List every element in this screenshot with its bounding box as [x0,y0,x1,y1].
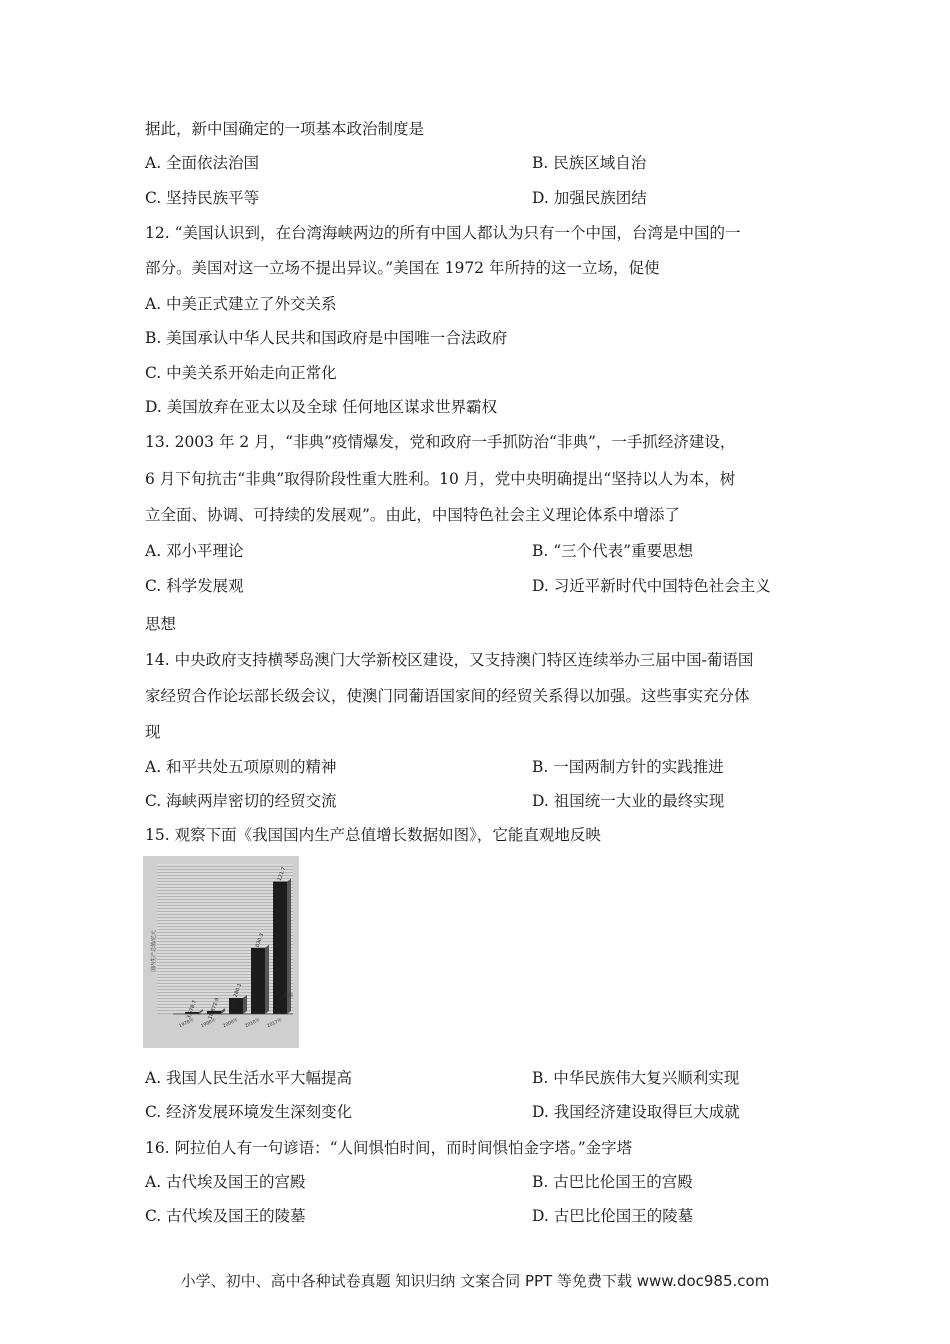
q11-option-c: C. 坚持民族平等 [145,189,260,207]
chart-legend-label: 数值 [282,993,293,999]
chart-tick-label-1: 1990年 [200,1017,218,1030]
q12-option-b: B. 美国承认中华人民共和国政府是中国唯一合法政府 [145,329,508,347]
q16-option-b: B. 古巴比伦国王的宫殿 [532,1173,693,1191]
q11-option-a: A. 全面依法治国 [145,154,260,172]
chart-data-label-2: 100,280.1 [228,982,244,1009]
q14-option-d: D. 祖国统一大业的最终实现 [532,792,725,810]
chart-tick-label-0: 1978年 [178,1017,196,1030]
q14-option-b: B. 一国两制方针的实践推进 [532,758,724,776]
q12-option-c: C. 中美关系开始走向正常化 [145,364,337,382]
q14-option-a: A. 和平共处五项原则的精神 [145,758,337,776]
q15-stem: 15. 观察下面《我国国内生产总值增长数据如图》，它能直观地反映 [145,826,601,844]
chart-tick-label-3: 2010年 [244,1017,262,1030]
q14-stem-line1: 14. 中央政府支持横琴岛澳门大学新校区建设，又支持澳门特区连续举办三届中国-葡语国 [145,651,754,669]
q12-option-a: A. 中美正式建立了外交关系 [145,295,337,313]
q13-stem-line2: 6 月下旬抗击“非典”取得阶段性重大胜利。10 月，党中央明确提出“坚持以人为本，树 [145,470,736,488]
q14-option-c: C. 海峡两岸密切的经贸交流 [145,792,337,810]
q13-stem-line1: 13. 2003 年 2 月，“非典”疫情爆发，党和政府一手抓防治“非典”，一手抓经济建设， [145,433,736,451]
q13-option-c: C. 科学发展观 [145,577,244,595]
q14-stem-line3: 现 [145,723,161,741]
chart-bar-side-2 [243,995,247,1014]
chart-data-label-4: 827,121.7 [272,866,288,893]
chart-tick-label-4: 2017年 [266,1017,284,1030]
q16-stem: 16. 阿拉伯人有一句谚语：“人间惧怕时间，而时间惧怕金字塔。”金字塔 [145,1139,633,1157]
q15-option-a: A. 我国人民生活水平大幅提高 [145,1069,353,1087]
q16-option-d: D. 古巴比伦国王的陵墓 [532,1207,694,1225]
chart-y-axis-label: 国内生产总值/亿元 [151,930,157,972]
q11-option-d: D. 加强民族团结 [532,189,647,207]
q14-stem-line2: 家经贸合作论坛部长级会议，使澳门同葡语国家间的经贸关系得以加强。这些事实充分体 [145,687,750,705]
q13-option-d: D. 习近平新时代中国特色社会主义 [532,577,771,595]
q11-option-b: B. 民族区域自治 [532,154,647,172]
chart-data-label-1: 18,872.9 [207,997,221,1021]
page-footer: 小学、初中、高中各种试卷真题 知识归纳 文案合同 PPT 等免费下载 www.doc985.com [180,1272,770,1290]
q16-option-c: C. 古代埃及国王的陵墓 [145,1207,306,1225]
chart-gridlines [157,864,293,1014]
q13-stem-line3: 立全面、协调、可持续的发展观”。由此，中国特色社会主义理论体系中增添了 [145,506,680,524]
chart-tick-label-2: 2000年 [222,1017,240,1030]
q12-stem-line2: 部分。美国对这一立场不提出异议。”美国在 1972 年所持的这一立场，促使 [145,259,660,277]
q13-option-d-wrap: 思想 [145,615,177,633]
chart-bar-side-3 [265,945,269,1014]
chart-data-label-0: 3,678.7 [185,999,199,1020]
q13-option-a: A. 邓小平理论 [145,542,244,560]
q11-stem: 据此，新中国确定的一项基本政治制度是 [145,120,425,138]
gdp-chart-svg [143,856,299,1048]
q15-option-d: D. 我国经济建设取得巨大成就 [532,1103,740,1121]
gdp-chart [143,856,299,1048]
q13-option-b: B. “三个代表”重要思想 [532,542,694,560]
q15-option-b: B. 中华民族伟大复兴顺利实现 [532,1069,740,1087]
q15-option-c: C. 经济发展环境发生深刻变化 [145,1103,353,1121]
q12-option-d: D. 美国放弃在亚太以及全球 任何地区谋求世界霸权 [145,398,498,416]
q16-option-a: A. 古代埃及国王的宫殿 [145,1173,306,1191]
q12-stem-line1: 12. “美国认识到，在台湾海峡两边的所有中国人都认为只有一个中国，台湾是中国的一 [145,224,741,242]
chart-data-label-3: 413,030.3 [250,932,266,959]
